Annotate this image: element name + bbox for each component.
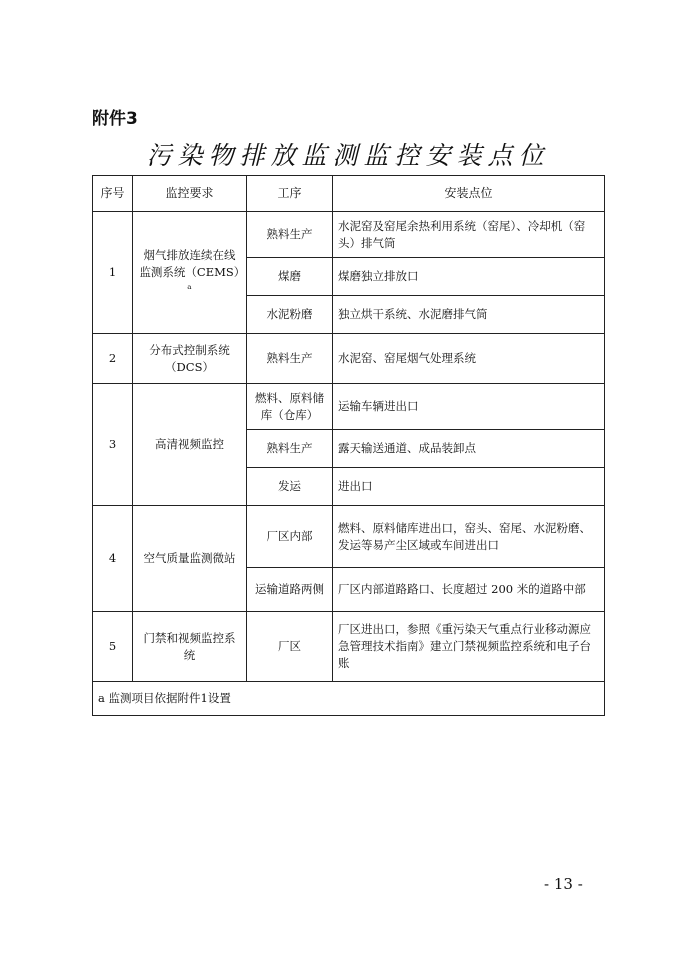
row-number: 3 <box>93 384 133 506</box>
row-location: 水泥窑、窑尾烟气处理系统 <box>333 334 605 384</box>
document-title: 污染物排放监测监控安装点位 <box>146 141 550 170</box>
row-number: 4 <box>93 506 133 612</box>
row-number: 1 <box>93 212 133 334</box>
row-requirement: 高清视频监控 <box>133 384 247 506</box>
row-requirement: 烟气排放连续在线监测系统（CEMS）ᵃ <box>133 212 247 334</box>
attachment-label: 附件3 <box>92 109 138 129</box>
row-number: 2 <box>93 334 133 384</box>
table-row <box>93 334 605 384</box>
table-row <box>93 384 605 430</box>
header-requirement: 监控要求 <box>133 176 247 212</box>
row-process: 水泥粉磨 <box>247 296 333 334</box>
row-location: 运输车辆进出口 <box>333 384 605 430</box>
page-number: - 13 - <box>544 875 583 893</box>
row-location: 水泥窑及窑尾余热利用系统（窑尾）、冷却机（窑头）排气筒 <box>333 212 605 258</box>
table-header-row <box>93 176 605 212</box>
table-footnote: a 监测项目依据附件1设置 <box>93 682 605 716</box>
row-location: 厂区进出口，参照《重污染天气重点行业移动源应急管理技术指南》建立门禁视频监控系统和电子台账 <box>333 612 605 682</box>
row-number: 5 <box>93 612 133 682</box>
row-process: 熟料生产 <box>247 430 333 468</box>
row-location: 露天输送通道、成品装卸点 <box>333 430 605 468</box>
table-row <box>93 212 605 258</box>
row-location: 独立烘干系统、水泥磨排气筒 <box>333 296 605 334</box>
row-process: 运输道路两侧 <box>247 568 333 612</box>
table-row <box>93 612 605 682</box>
header-serial: 序号 <box>93 176 133 212</box>
row-process: 厂区 <box>247 612 333 682</box>
row-location: 厂区内部道路路口、长度超过 200 米的道路中部 <box>333 568 605 612</box>
row-process: 厂区内部 <box>247 506 333 568</box>
header-location: 安装点位 <box>333 176 605 212</box>
row-process: 熟料生产 <box>247 212 333 258</box>
row-location: 进出口 <box>333 468 605 506</box>
row-process: 发运 <box>247 468 333 506</box>
table-row <box>93 506 605 568</box>
row-requirement: 门禁和视频监控系统 <box>133 612 247 682</box>
row-location: 燃料、原料储库进出口，窑头、窑尾、水泥粉磨、发运等易产尘区域或车间进出口 <box>333 506 605 568</box>
footnote-row <box>93 682 605 716</box>
row-process: 燃料、原料储库（仓库） <box>247 384 333 430</box>
row-location: 煤磨独立排放口 <box>333 258 605 296</box>
monitoring-table <box>92 175 605 716</box>
row-process: 煤磨 <box>247 258 333 296</box>
row-requirement: 分布式控制系统（DCS） <box>133 334 247 384</box>
header-process: 工序 <box>247 176 333 212</box>
row-process: 熟料生产 <box>247 334 333 384</box>
row-requirement: 空气质量监测微站 <box>133 506 247 612</box>
